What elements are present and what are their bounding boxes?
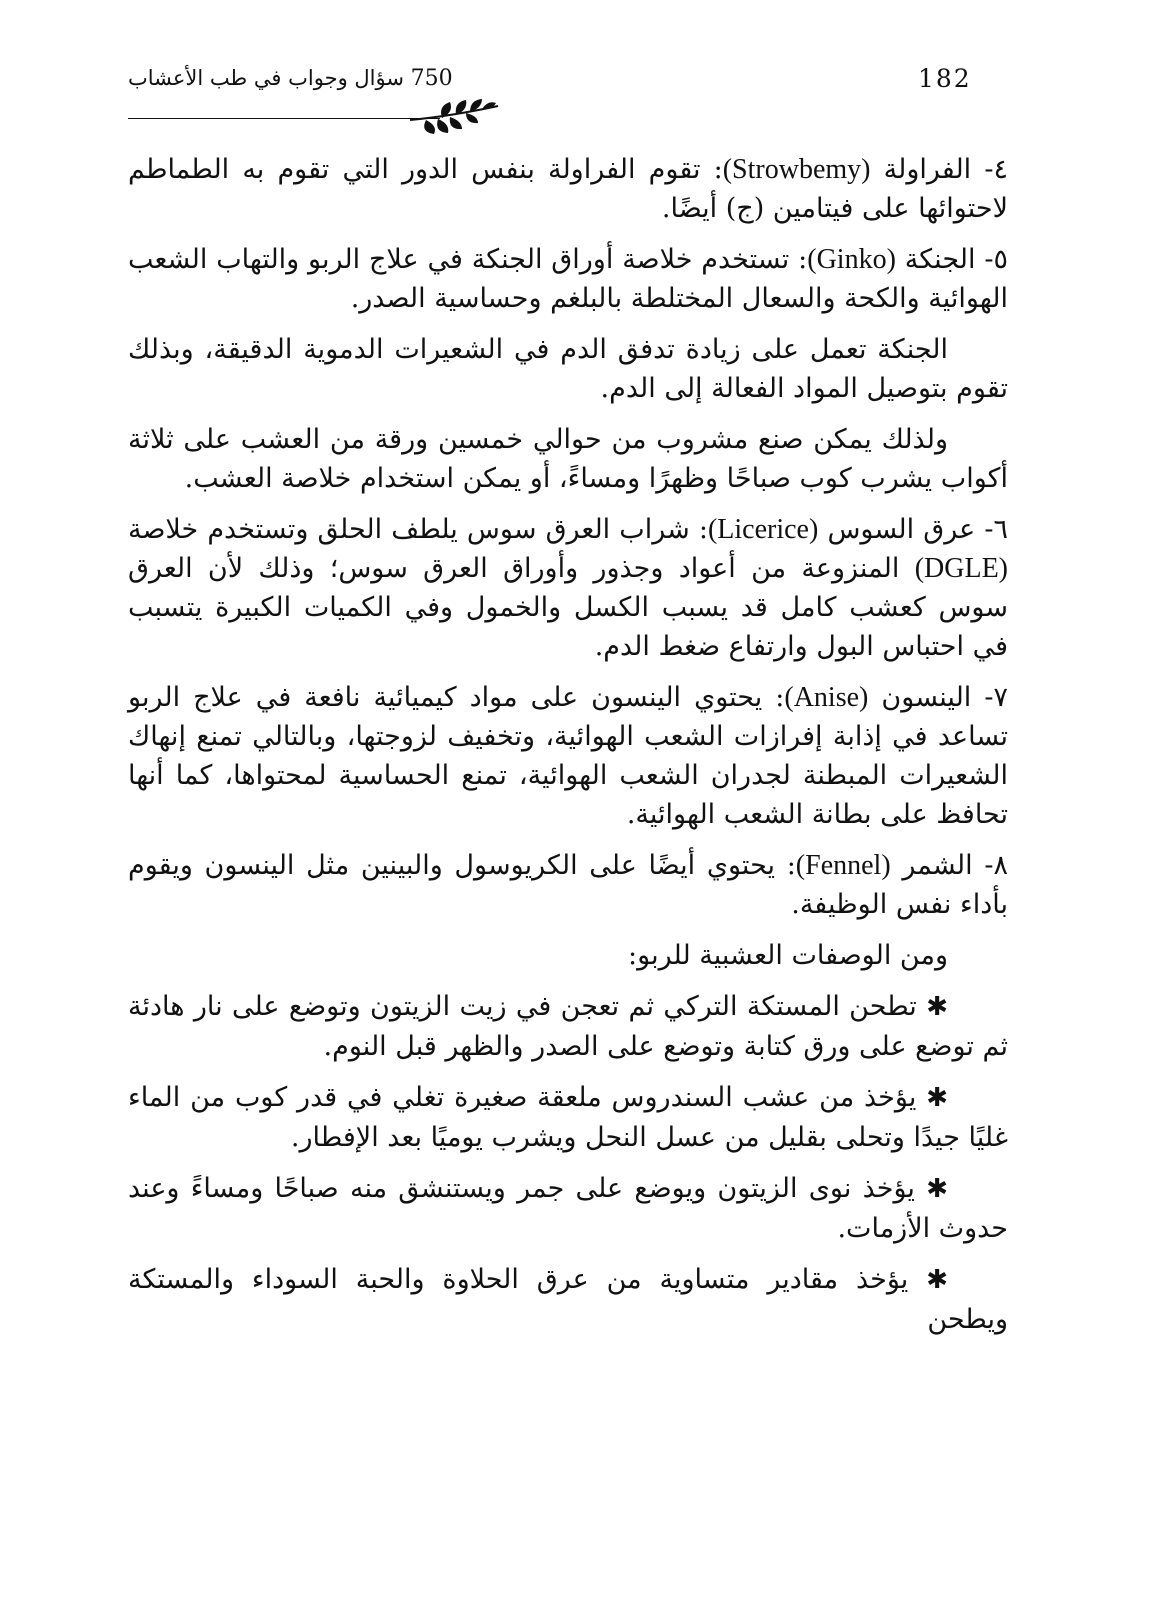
bullet-star-icon: ✱ — [926, 1174, 948, 1204]
item-text-continued: المنزوعة من أعواد وجذور وأوراق العرق سوس؛ وذلك لأن العرق سوس كعشب كامل قد يسبب الكسل والخمول وفي الكميات الكبيرة يتسبب في احتباس البول وارتفاع ضغط الدم. — [128, 553, 1008, 662]
header-rule — [128, 118, 440, 119]
recipe-2 — [128, 1078, 1008, 1157]
item-latin-name: (Anise) — [784, 682, 869, 713]
page-number: 182 — [918, 64, 972, 93]
bullet-star-icon: ✱ — [926, 992, 948, 1022]
item-licorice — [128, 510, 1008, 666]
bullet-star-icon: ✱ — [926, 1265, 948, 1295]
item-latin-name: (Strowbemy) — [722, 154, 871, 185]
item-number: ٥- — [975, 244, 1008, 275]
item-number: ٨- — [972, 850, 1008, 881]
item-latin-name: (Ginko) — [807, 244, 896, 275]
item-number: ٧- — [971, 682, 1008, 713]
item-number: ٦- — [975, 514, 1008, 545]
running-head-count: 750 — [410, 66, 453, 91]
item-text: : يحتوي الينسون على مواد كيميائية نافعة في علاج الربو تساعد في إذابة إفرازات الشعب الهوائية، وتخفيف لزوجتها، وبالتالي تمنع إنهاك الشعيرات المبطنة لجدران الشعب الهوائية، تمنع الحساسية لمحتواها، كما أنها تحافظ على بطانة الشعب الهوائية. — [128, 682, 1008, 830]
running-head — [128, 66, 488, 91]
item-fennel — [128, 846, 1008, 924]
ginkgo-paragraph-3: ولذلك يمكن صنع مشروب من حوالي خمسين ورقة من العشب على ثلاثة أكواب يشرب كوب صباحًا وظهرًا ومساءً، أو يمكن استخدام خلاصة العشب. — [128, 424, 1008, 494]
leaf-ornament-icon — [408, 96, 500, 138]
item-text: : تستخدم خلاصة أوراق الجنكة في علاج الربو والتهاب الشعب الهوائية والكحة والسعال المختلطة بالبلغم وحساسية الصدر. — [128, 244, 1008, 314]
item-anise — [128, 678, 1008, 834]
item-text: : يحتوي أيضًا على الكريوسول والبينين مثل الينسون ويقوم بأداء نفس الوظيفة. — [128, 850, 1008, 920]
recipe-text: تطحن المستكة التركي ثم تعجن في زيت الزيتون وتوضع على نار هادئة ثم توضع على ورق كتابة وتوضع على الصدر والظهر قبل النوم. — [128, 991, 1008, 1062]
item-ginkgo — [128, 240, 1008, 318]
item-text: : شراب العرق سوس يلطف الحلق وتستخدم خلاصة — [128, 514, 708, 545]
recipes-heading: ومن الوصفات العشبية للربو: — [628, 940, 948, 971]
item-latin-name: (Fennel) — [795, 850, 891, 881]
item-name: الشمر — [902, 850, 973, 881]
ginkgo-paragraph-2: الجنكة تعمل على زيادة تدفق الدم في الشعيرات الدموية الدقيقة، وبذلك تقوم بتوصيل المواد الفعالة إلى الدم. — [128, 334, 1008, 404]
item-name: الجنكة — [904, 244, 976, 275]
recipe-text: يؤخذ مقادير متساوية من عرق الحلاوة والحبة السوداء والمستكة ويطحن — [128, 1264, 1008, 1335]
bullet-star-icon: ✱ — [926, 1083, 948, 1113]
item-name: الفراولة — [883, 154, 972, 185]
recipe-3 — [128, 1169, 1008, 1248]
body-text — [128, 150, 1008, 1351]
running-head-title — [128, 66, 453, 90]
recipe-text: يؤخذ نوى الزيتون ويوضع على جمر ويستنشق منه صباحًا ومساءً وعند حدوث الأزمات. — [128, 1173, 1008, 1244]
item-strawberry — [128, 150, 1008, 228]
running-head-title-rest: سؤال وجواب في طب الأعشاب — [128, 66, 404, 90]
item-name: الينسون — [881, 682, 972, 713]
recipe-1 — [128, 987, 1008, 1066]
item-latin-abbrev: (DGLE) — [914, 553, 1008, 584]
item-latin-name: (Licerice) — [707, 514, 819, 545]
item-number: ٤- — [971, 154, 1008, 185]
recipe-text: يؤخذ من عشب السندروس ملعقة صغيرة تغلي في قدر كوب من الماء غليًا جيدًا وتحلى بقليل من عسل النحل ويشرب يوميًا بعد الإفطار. — [128, 1082, 1008, 1153]
item-text: : تقوم الفراولة بنفس الدور التي تقوم به الطماطم لاحتوائها على فيتامين (ج) أيضًا. — [128, 154, 1008, 224]
recipe-4 — [128, 1260, 1008, 1339]
item-name: عرق السوس — [827, 514, 976, 545]
